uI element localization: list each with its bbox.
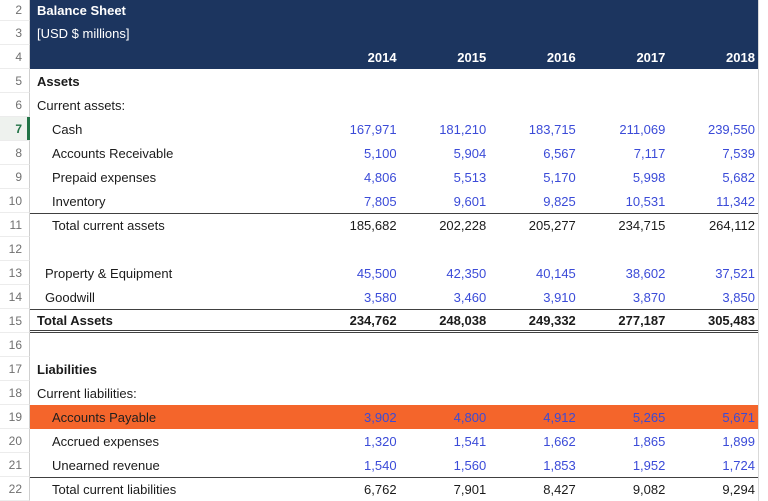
table-row-17 — [0, 357, 768, 381]
cell-r14-y3[interactable]: 3,910 — [543, 289, 576, 305]
cell-r16-y2[interactable] — [400, 333, 490, 357]
edge-cell-r6[interactable] — [758, 93, 768, 117]
cell-r7-y3[interactable]: 183,715 — [528, 121, 576, 137]
table-row-22 — [0, 477, 768, 501]
cell-r8-y4[interactable]: 7,117 — [633, 145, 666, 161]
cell-r18-y3[interactable] — [489, 381, 579, 405]
cell-r16-y1[interactable] — [310, 333, 400, 357]
cell-r5-y2[interactable] — [400, 69, 490, 93]
cell-r18-y5[interactable] — [668, 381, 758, 405]
edge-cell-r20[interactable] — [758, 429, 768, 453]
cell-r4-label[interactable] — [30, 45, 310, 69]
cell-r18-y1[interactable] — [310, 381, 400, 405]
cell-r12-y2[interactable] — [400, 237, 490, 261]
cell-r3-y1[interactable] — [310, 21, 400, 45]
cell-r22-y2[interactable]: 7,901 — [400, 477, 490, 501]
edge-cell-r14[interactable] — [758, 285, 768, 309]
cell-r3-y5[interactable] — [668, 21, 758, 45]
cell-r8-y1[interactable]: 5,100 — [364, 145, 397, 161]
cell-r12-y5[interactable] — [668, 237, 758, 261]
cell-r17-y5[interactable] — [668, 357, 758, 381]
cell-r5-label[interactable]: Assets — [37, 73, 80, 89]
row-number[interactable]: 12 — [0, 237, 30, 261]
cell-r5-y4[interactable] — [579, 69, 669, 93]
cell-r19-y2[interactable]: 4,800 — [400, 405, 490, 429]
cell-r17-y2[interactable] — [400, 357, 490, 381]
cell-r4-y3[interactable]: 2016 — [489, 45, 579, 69]
cell-r3-label[interactable]: [USD $ millions] — [30, 21, 310, 45]
table-row-12 — [0, 237, 768, 261]
row-number[interactable]: 21 — [0, 453, 30, 477]
edge-cell-r19[interactable] — [758, 405, 768, 429]
cell-r18-label[interactable]: Current liabilities: — [37, 385, 137, 401]
cell-r12-y4[interactable] — [579, 237, 669, 261]
cell-r12-y3[interactable] — [489, 237, 579, 261]
cell-r9-y2[interactable]: 5,513 — [453, 169, 487, 185]
row-number[interactable]: 22 — [0, 477, 30, 501]
cell-r10-y1[interactable]: 7,805 — [364, 193, 397, 209]
row-number[interactable]: 9 — [0, 165, 30, 189]
cell-r15-y5[interactable]: 305,483 — [668, 309, 758, 333]
cell-r20-y2[interactable]: 1,541 — [453, 433, 487, 449]
edge-cell-r9[interactable] — [758, 165, 768, 189]
cell-r9-y1[interactable]: 4,806 — [364, 169, 397, 185]
edge-cell-r8[interactable] — [758, 141, 768, 165]
edge-cell-r5[interactable] — [758, 69, 768, 93]
row-number[interactable]: 20 — [0, 429, 30, 453]
cell-r2-label[interactable]: Balance Sheet — [30, 0, 310, 21]
cell-r21-y2[interactable]: 1,560 — [453, 457, 487, 473]
cell-r6-y4[interactable] — [579, 93, 669, 117]
table-row-14 — [0, 285, 768, 309]
table-row-11 — [0, 213, 768, 237]
row-number[interactable]: 8 — [0, 141, 30, 165]
row-number[interactable]: 2 — [0, 0, 30, 21]
table-row-15 — [0, 309, 768, 333]
cell-r8-y5[interactable]: 7,539 — [722, 145, 755, 161]
cell-r10-y2[interactable]: 9,601 — [453, 193, 487, 209]
edge-cell-r4[interactable] — [758, 45, 768, 69]
cell-r19-y4[interactable]: 5,265 — [579, 405, 669, 429]
table-row-7 — [0, 117, 768, 141]
cell-r7-y2[interactable]: 181,210 — [439, 121, 487, 137]
cell-r8-label[interactable]: Accounts Receivable — [52, 145, 174, 161]
edge-cell-r18[interactable] — [758, 381, 768, 405]
cell-r3-y4[interactable] — [579, 21, 669, 45]
cell-r14-y1[interactable]: 3,580 — [364, 289, 397, 305]
cell-r7-y1[interactable]: 167,971 — [349, 121, 397, 137]
cell-r7-label[interactable]: Cash — [52, 121, 83, 137]
row-number[interactable]: 15 — [0, 309, 30, 333]
cell-r16-y4[interactable] — [579, 333, 669, 357]
cell-r21-y5[interactable]: 1,724 — [722, 457, 755, 473]
cell-r4-y5[interactable]: 2018 — [668, 45, 758, 69]
cell-r4-y1[interactable]: 2014 — [310, 45, 400, 69]
row-number[interactable]: 4 — [0, 45, 30, 69]
edge-cell-r17[interactable] — [758, 357, 768, 381]
cell-r17-label[interactable]: Liabilities — [37, 361, 97, 377]
cell-r15-label[interactable]: Total Assets — [30, 309, 310, 333]
cell-r10-y5[interactable]: 11,342 — [716, 193, 755, 209]
cell-r21-y4[interactable]: 1,952 — [632, 457, 666, 473]
table-row-4 — [0, 45, 768, 69]
row-number[interactable]: 6 — [0, 93, 30, 117]
cell-r3-y2[interactable] — [400, 21, 490, 45]
cell-r22-y1[interactable]: 6,762 — [310, 477, 400, 501]
cell-r4-y2[interactable]: 2015 — [400, 45, 490, 69]
edge-cell-r13[interactable] — [758, 261, 768, 285]
cell-r2-y5[interactable] — [668, 0, 758, 21]
cell-r13-label[interactable]: Property & Equipment — [45, 265, 173, 281]
edge-cell-r7[interactable] — [758, 117, 768, 141]
edge-cell-r22[interactable] — [758, 477, 768, 501]
row-number[interactable]: 3 — [0, 21, 30, 45]
cell-r19-y3[interactable]: 4,912 — [489, 405, 579, 429]
table-row-9 — [0, 165, 768, 189]
cell-r11-y3[interactable]: 205,277 — [489, 213, 579, 237]
cell-r15-y2[interactable]: 248,038 — [400, 309, 490, 333]
cell-r12-y1[interactable] — [310, 237, 400, 261]
row-number[interactable]: 19 — [0, 405, 30, 429]
cell-r13-y1[interactable]: 45,500 — [356, 265, 397, 281]
cell-r10-y4[interactable]: 10,531 — [625, 193, 666, 209]
row-number[interactable]: 16 — [0, 333, 30, 357]
cell-r2-y4[interactable] — [579, 0, 669, 21]
cell-r18-y4[interactable] — [579, 381, 669, 405]
cell-r8-y3[interactable]: 6,567 — [543, 145, 576, 161]
cell-r14-y5[interactable]: 3,850 — [722, 289, 755, 305]
cell-r4-y4[interactable]: 2017 — [579, 45, 669, 69]
cell-r13-y3[interactable]: 40,145 — [536, 265, 576, 281]
cell-r19-y5[interactable]: 5,671 — [668, 405, 758, 429]
cell-r22-label[interactable]: Total current liabilities — [30, 477, 310, 501]
cell-r11-label[interactable]: Total current assets — [30, 213, 310, 237]
table-row-18 — [0, 381, 768, 405]
cell-r15-y4[interactable]: 277,187 — [579, 309, 669, 333]
edge-cell-r12[interactable] — [758, 237, 768, 261]
cell-r20-y5[interactable]: 1,899 — [722, 433, 755, 449]
cell-r16-y5[interactable] — [668, 333, 758, 357]
cell-r2-y1[interactable] — [310, 0, 400, 21]
cell-r8-y2[interactable]: 5,904 — [453, 145, 487, 161]
cell-r15-y1[interactable]: 234,762 — [310, 309, 400, 333]
cell-r19-y1[interactable]: 3,902 — [310, 405, 400, 429]
edge-cell-r2[interactable] — [758, 0, 768, 21]
cell-r6-y2[interactable] — [400, 93, 490, 117]
cell-r9-y5[interactable]: 5,682 — [722, 169, 755, 185]
cell-r13-y5[interactable]: 37,521 — [715, 265, 755, 281]
row-number[interactable]: 17 — [0, 357, 30, 381]
row-number[interactable]: 5 — [0, 69, 30, 93]
cell-r14-y4[interactable]: 3,870 — [632, 289, 666, 305]
cell-r9-y3[interactable]: 5,170 — [543, 169, 576, 185]
cell-r21-y1[interactable]: 1,540 — [364, 457, 397, 473]
table-row-3 — [0, 21, 768, 45]
cell-r7-y5[interactable]: 239,550 — [707, 121, 755, 137]
cell-r11-y4[interactable]: 234,715 — [579, 213, 669, 237]
table-row-16 — [0, 333, 768, 357]
row-number[interactable]: 13 — [0, 261, 30, 285]
edge-cell-r15[interactable] — [758, 309, 768, 333]
cell-r20-y4[interactable]: 1,865 — [632, 433, 666, 449]
cell-r14-label[interactable]: Goodwill — [45, 289, 95, 305]
cell-r10-y3[interactable]: 9,825 — [543, 193, 576, 209]
cell-r9-label[interactable]: Prepaid expenses — [52, 169, 157, 185]
edge-cell-r11[interactable] — [758, 213, 768, 237]
cell-r22-y5[interactable]: 9,294 — [668, 477, 758, 501]
cell-r17-y1[interactable] — [310, 357, 400, 381]
table-row-10 — [0, 189, 768, 213]
cell-r6-y1[interactable] — [310, 93, 400, 117]
edge-cell-r16[interactable] — [758, 333, 768, 357]
cell-r5-y5[interactable] — [668, 69, 758, 93]
table-row-13 — [0, 261, 768, 285]
table-row-8 — [0, 141, 768, 165]
cell-r6-y5[interactable] — [668, 93, 758, 117]
cell-r20-label[interactable]: Accrued expenses — [52, 433, 159, 449]
cell-r11-y1[interactable]: 185,682 — [310, 213, 400, 237]
cell-r21-y3[interactable]: 1,853 — [543, 457, 576, 473]
cell-r7-y4[interactable]: 211,069 — [619, 121, 666, 137]
cell-r13-y2[interactable]: 42,350 — [446, 265, 487, 281]
cell-r6-y3[interactable] — [489, 93, 579, 117]
cell-r2-y3[interactable] — [489, 0, 579, 21]
cell-r14-y2[interactable]: 3,460 — [453, 289, 487, 305]
row-number[interactable]: 14 — [0, 285, 30, 309]
table-row-19 — [0, 405, 768, 429]
cell-r12-label[interactable] — [30, 237, 310, 261]
table-row-6 — [0, 93, 768, 117]
edge-cell-r21[interactable] — [758, 453, 768, 477]
cell-r15-y3[interactable]: 249,332 — [489, 309, 579, 333]
cell-r5-y3[interactable] — [489, 69, 579, 93]
cell-r20-y3[interactable]: 1,662 — [543, 433, 576, 449]
cell-r16-y3[interactable] — [489, 333, 579, 357]
cell-r22-y4[interactable]: 9,082 — [579, 477, 669, 501]
cell-r13-y4[interactable]: 38,602 — [625, 265, 666, 281]
row-number-selected[interactable]: 7 — [0, 117, 30, 141]
edge-cell-r10[interactable] — [758, 189, 768, 213]
cell-r11-y5[interactable]: 264,112 — [668, 213, 758, 237]
table-row-5 — [0, 69, 768, 93]
cell-r2-y2[interactable] — [400, 0, 490, 21]
table-row-20 — [0, 429, 768, 453]
cell-r21-label[interactable]: Unearned revenue — [52, 457, 160, 473]
cell-r17-y3[interactable] — [489, 357, 579, 381]
cell-r9-y4[interactable]: 5,998 — [632, 169, 666, 185]
cell-r5-y1[interactable] — [310, 69, 400, 93]
table-row-2 — [0, 0, 768, 21]
edge-cell-r3[interactable] — [758, 21, 768, 45]
cell-r18-y2[interactable] — [400, 381, 490, 405]
cell-r19-label[interactable]: Accounts Payable — [30, 405, 310, 429]
cell-r17-y4[interactable] — [579, 357, 669, 381]
table-row-21 — [0, 453, 768, 477]
row-number[interactable]: 10 — [0, 189, 30, 213]
cell-r22-y3[interactable]: 8,427 — [489, 477, 579, 501]
cell-r6-label[interactable]: Current assets: — [37, 97, 126, 113]
cell-r16-label[interactable] — [30, 333, 310, 357]
cell-r11-y2[interactable]: 202,228 — [400, 213, 490, 237]
cell-r10-label[interactable]: Inventory — [52, 193, 106, 209]
cell-r20-y1[interactable]: 1,320 — [364, 433, 397, 449]
row-number[interactable]: 18 — [0, 381, 30, 405]
cell-r3-y3[interactable] — [489, 21, 579, 45]
row-number[interactable]: 11 — [0, 213, 30, 237]
